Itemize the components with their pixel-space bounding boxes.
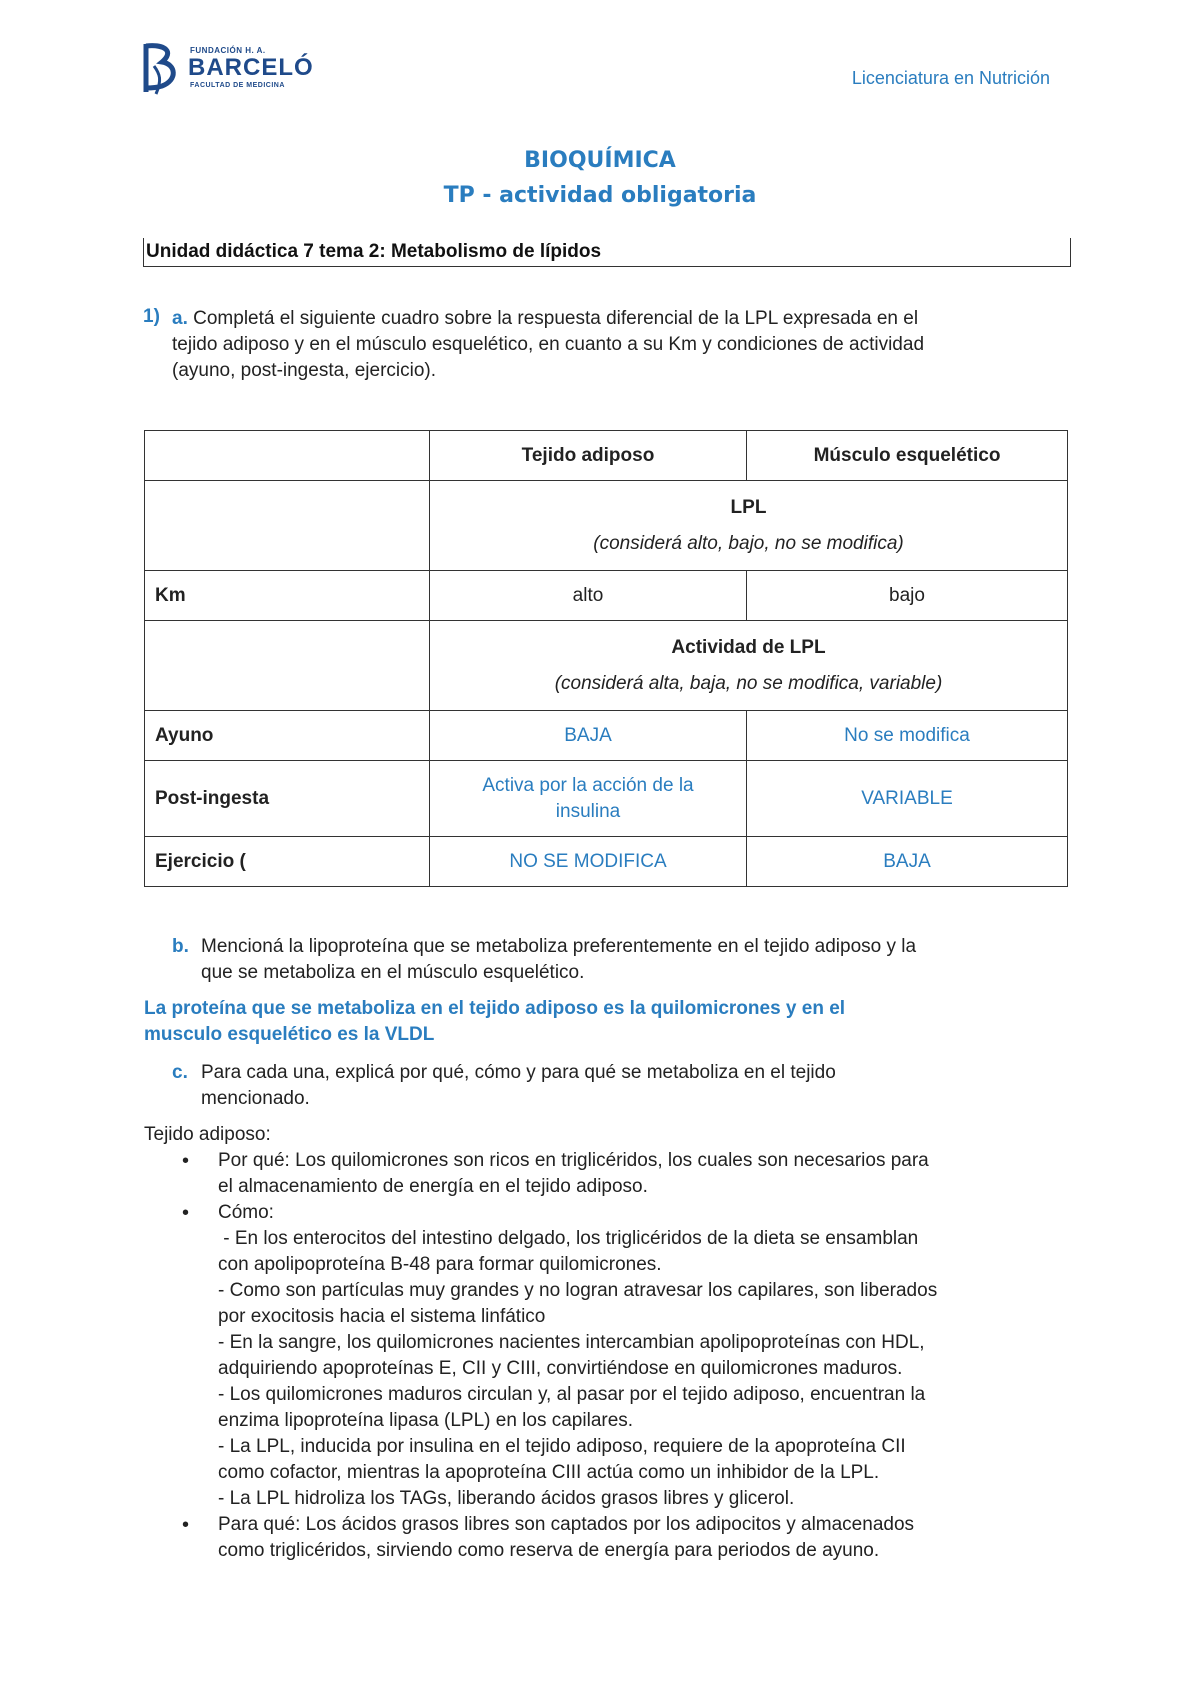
post-ingesta-adipose [430,761,747,837]
question-c-line1: Para cada una, explicá por qué, cómo y para qué se metaboliza en el tejido [201,1062,836,1083]
program-name: Licenciatura en Nutrición [851,68,1050,88]
como-line: por exocitosis hacia el sistema linfático [218,1306,546,1327]
question-a [172,306,918,332]
question-b-label: b. [172,936,189,957]
question-b-line2: que se metaboliza en el músculo esquelético. [201,962,585,983]
row-label-ejercicio: Ejercicio ( [145,837,430,887]
row-label-ayuno: Ayuno [145,711,430,761]
lpl-header: LPL [730,496,767,518]
activity-header: Actividad de LPL [671,636,826,658]
table-empty-cell [145,481,430,571]
question-a-label: a. [172,308,188,329]
unit-heading-box [143,238,1071,267]
question-a-line2: tejido adiposo y en el músculo esquelético, en cuanto a su Km y condiciones de actividad [172,334,925,355]
list-item [160,1148,937,1200]
list-item [160,1200,937,1512]
como-line: - Los quilomicrones maduros circulan y, al pasar por el tejido adiposo, encuentran la [218,1384,926,1405]
col-header-muscle: Músculo esquelético [747,431,1068,481]
lpl-table [144,430,1068,887]
question-c-label: c. [172,1062,188,1083]
table-empty-cell [145,621,430,711]
ayuno-muscle: No se modifica [747,711,1068,761]
question-number: 1) [143,306,160,327]
table-row-lpl [145,481,1068,571]
porque-line1: • Por qué: Los quilomicrones son ricos en triglicéridos, los cuales son necesarios para [218,1150,929,1171]
question-b-line1: Mencioná la lipoproteína que se metaboliza preferentemente en el tejido adiposo y la [201,936,917,957]
list-item [160,1512,937,1564]
answer-b-line2: musculo esquelético es la VLDL [144,1024,435,1045]
post-ingesta-adipose-line1: Activa por la acción de la [482,774,694,796]
unit-heading: Unidad didáctica 7 tema 2: Metabolismo de lípidos [146,241,602,262]
km-adipose: alto [430,571,747,621]
como-line: - En los enterocitos del intestino delgado, los triglicéridos de la dieta se ensamblan [218,1228,919,1249]
como-line: - En la sangre, los quilomicrones nacientes intercambian apolipoproteínas con HDL, [218,1332,925,1353]
table-row-activity [145,621,1068,711]
paraque-line1: • Para qué: Los ácidos grasos libres son captados por los adipocitos y almacenados [218,1514,915,1535]
table-row-km [145,571,1068,621]
porque-line2: el almacenamiento de energía en el tejido adiposo. [218,1176,648,1197]
table-row [145,711,1068,761]
ayuno-adipose: BAJA [430,711,747,761]
como-line: - Como son partículas muy grandes y no logran atravesar los capilares, son liberados [218,1280,938,1301]
table-row [145,761,1068,837]
post-ingesta-muscle: VARIABLE [747,761,1068,837]
document-subtitle: TP - actividad obligatoria [443,183,757,208]
document-title: BIOQUÍMICA [524,148,676,173]
lpl-header-cell [430,481,1068,571]
lpl-hint: (considerá alto, bajo, no se modifica) [593,532,904,554]
table-row [145,837,1068,887]
logo-faculty-text: FACULTAD DE MEDICINA [190,82,285,89]
post-ingesta-adipose-line2: insulina [555,800,621,822]
ejercicio-adipose: NO SE MODIFICA [430,837,747,887]
row-label-km: Km [145,571,430,621]
km-muscle: bajo [747,571,1068,621]
ejercicio-muscle: BAJA [747,837,1068,887]
como-line: - La LPL hidroliza los TAGs, liberando ácidos grasos libres y glicerol. [218,1488,795,1509]
question-a-line1: Completá el siguiente cuadro sobre la respuesta diferencial de la LPL expresada en el [193,308,919,329]
row-label-post-ingesta: Post-ingesta [145,761,430,837]
logo-barcelo-text: BARCELÓ [188,54,314,81]
table-header-row [145,431,1068,481]
faculty-logo [140,40,314,100]
question-a-line3: (ayuno, post-ingesta, ejercicio). [172,360,437,381]
answer-b-line1: La proteína que se metaboliza en el tejido adiposo es la quilomicrones y en el [144,998,846,1019]
como-line: - La LPL, inducida por insulina en el tejido adiposo, requiere de la apoproteína CII [218,1436,906,1457]
como-title: • Cómo: [218,1202,274,1223]
logo-foundation-text: FUNDACIÓN H. A. [190,46,266,55]
col-header-adipose: Tejido adiposo [430,431,747,481]
activity-hint: (considerá alta, baja, no se modifica, variable) [554,672,943,694]
paraque-line2: como triglicéridos, sirviendo como reserva de energía para periodos de ayuno. [218,1540,880,1561]
barcelo-logo-icon [140,40,184,96]
como-line: con apolipoproteína B-48 para formar quilomicrones. [218,1254,662,1275]
activity-header-cell [430,621,1068,711]
como-line: adquiriendo apoproteínas E, CII y CIII, convirtiéndose en quilomicrones maduros. [218,1358,903,1379]
como-line: como cofactor, mientras la apoproteína CIII actúa como un inhibidor de la LPL. [218,1462,880,1483]
answer-c-heading: Tejido adiposo: [144,1124,271,1145]
question-c-line2: mencionado. [201,1088,310,1109]
como-line: enzima lipoproteína lipasa (LPL) en los capilares. [218,1410,634,1431]
answer-c-list [160,1148,937,1564]
table-corner-cell [145,431,430,481]
